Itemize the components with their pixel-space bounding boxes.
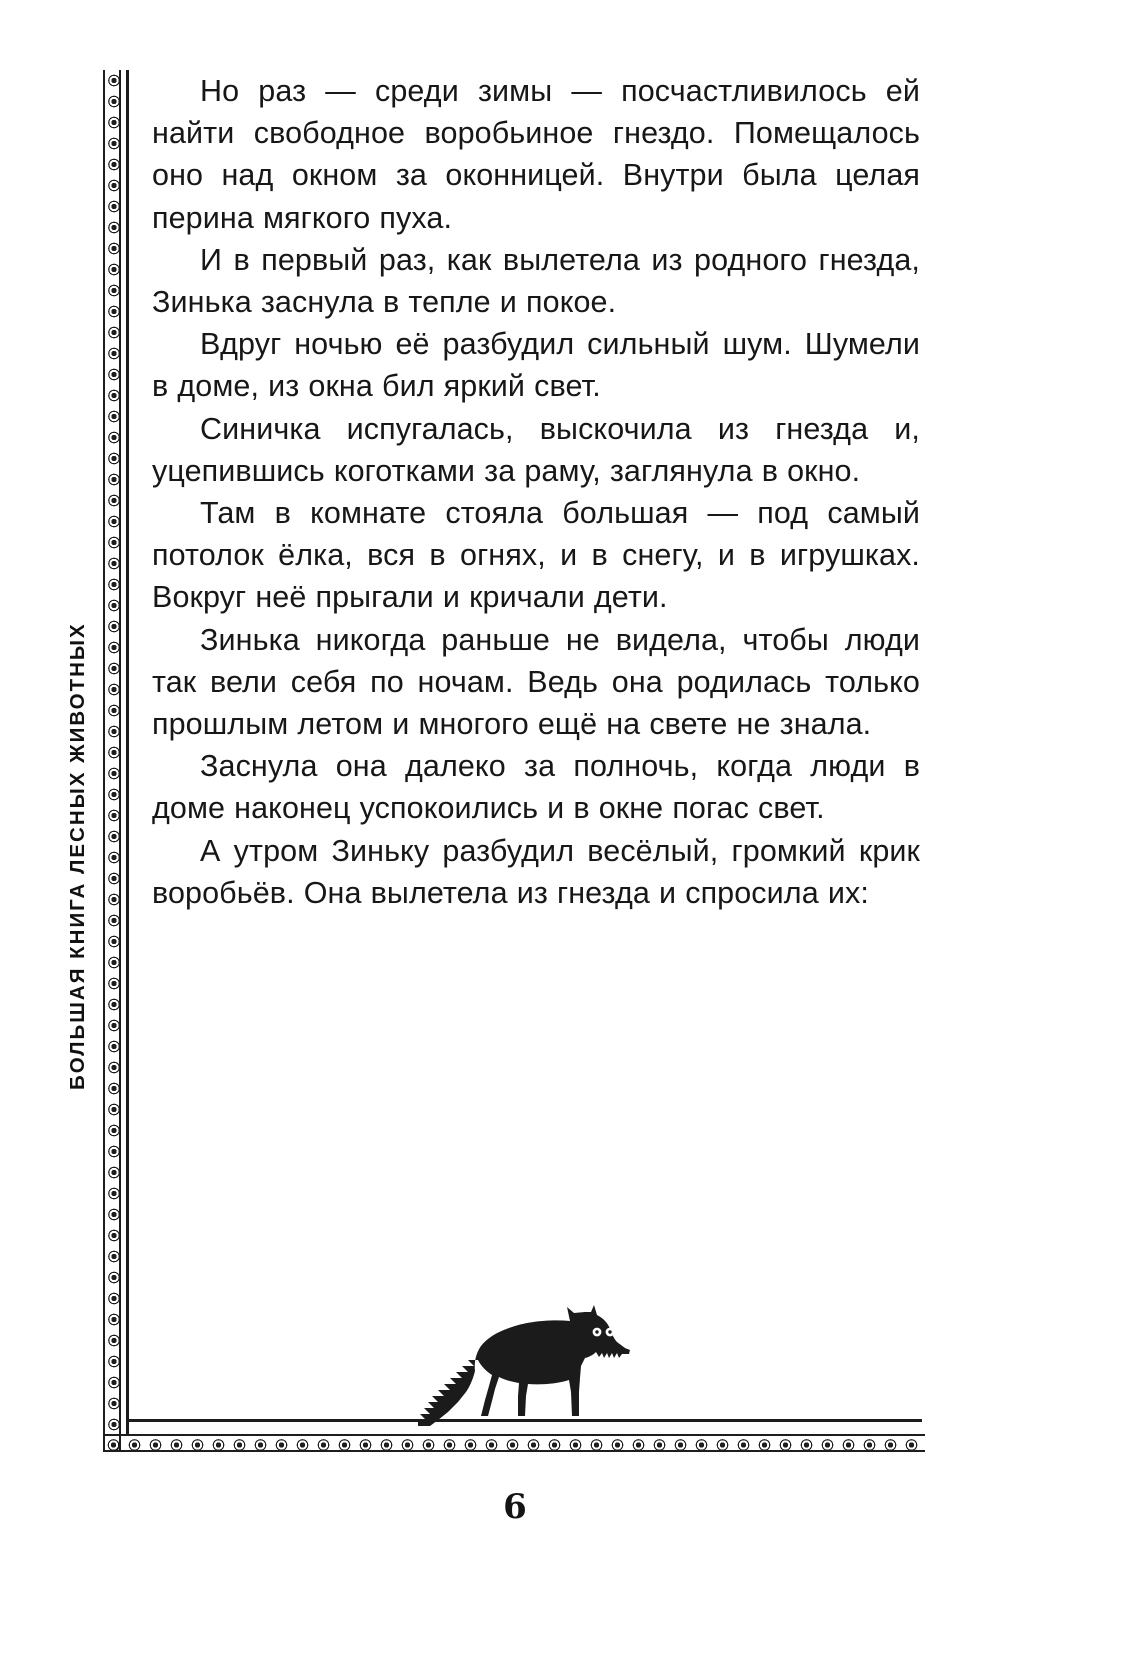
- paragraph: Но раз — среди зимы — посчастливилось ей найти свободное воробьиное гнездо. Помещалось оно над окном за оконницей. Внутри была целая перина мягкого пуха.: [152, 74, 920, 235]
- body-text: [152, 70, 920, 914]
- paragraph: А утром Зиньку разбудил весёлый, громкий крик воробьёв. Она вылетела из гнезда и спросила их:: [152, 833, 920, 910]
- left-inner-rule: [126, 70, 129, 1434]
- wolf-body-shape: [418, 1305, 630, 1426]
- paragraph: Зинька никогда раньше не видела, чтобы люди так вели себя по ночам. Ведь она родилась только прошлым летом и многого ещё на свете не знала.: [152, 622, 920, 742]
- paragraph: И в первый раз, как вылетела из родного гнезда, Зинька заснула в тепле и покое.: [152, 242, 920, 320]
- paragraph: Вдруг ночью её разбудил сильный шум. Шумели в доме, из окна бил яркий свет.: [152, 327, 920, 404]
- paragraph: Синичка испугалась, выскочила из гнезда и, уцепившись коготками за раму, заглянула в окно.: [152, 411, 920, 488]
- running-head: БОЛЬШАЯ КНИГА ЛЕСНЫХ ЖИВОТНЫХ: [66, 622, 89, 1090]
- wolf-body-group: [418, 1305, 630, 1426]
- paragraph: Там в комнате стояла большая — под самый потолок ёлка, вся в огнях, и в снегу, и в игрушках. Вокруг неё прыгали и кричали дети.: [152, 496, 920, 615]
- page-number: 6: [503, 1487, 527, 1527]
- wolf-pupil-left: [595, 1330, 598, 1333]
- wolf-silhouette-illustration: [404, 1296, 634, 1451]
- paragraph: Заснула она далеко за полночь, когда люди в доме наконец успокоились и в окне погас свет.: [152, 749, 920, 826]
- left-chain-border: [103, 70, 121, 1452]
- wolf-pupil-right: [608, 1330, 611, 1333]
